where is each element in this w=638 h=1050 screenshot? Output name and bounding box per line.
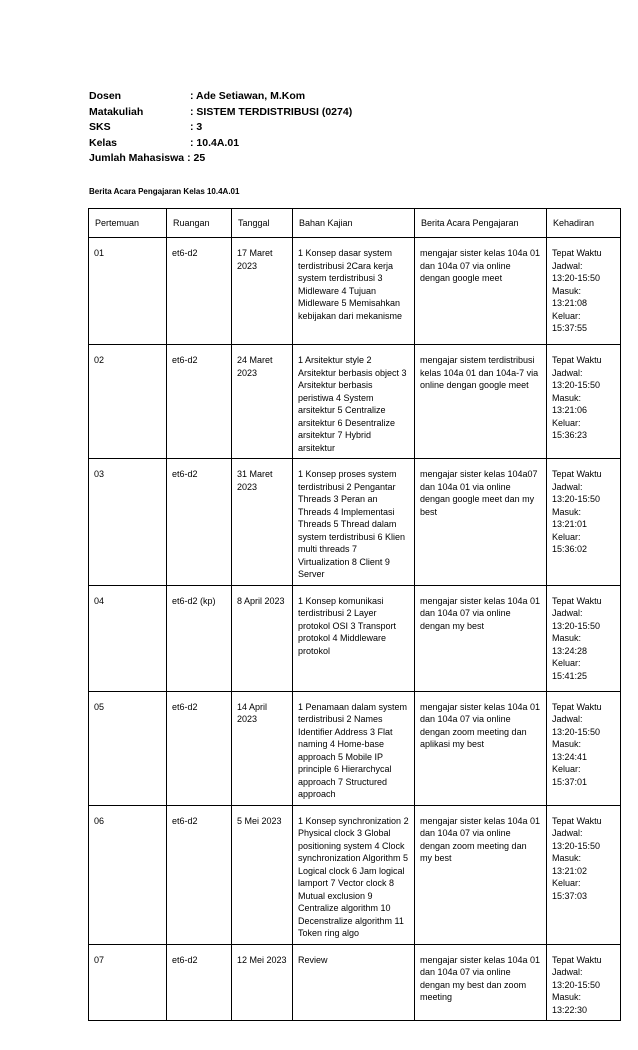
cell-kehadiran: Tepat Waktu Jadwal: 13:20-15:50 Masuk: 13:24:28 Keluar: 15:41:25 [547,585,621,691]
cell-tanggal: 31 Maret 2023 [232,459,293,586]
course-info [89,89,352,167]
dosen-value: : Ade Setiawan, M.Kom [190,90,306,102]
column-header-ruangan: Ruangan [167,209,232,238]
matakuliah-value: : SISTEM TERDISTRIBUSI (0274) [190,105,353,118]
kelas-value: : 10.4A.01 [190,136,240,149]
cell-ruangan: et6-d2 [167,805,232,944]
cell-kehadiran: Tepat Waktu Jadwal: 13:20-15:50 Masuk: 13:24:41 Keluar: 15:37:01 [547,691,621,805]
table-row [89,238,621,345]
matakuliah-label: Matakuliah [89,105,144,118]
table-row [89,805,621,944]
cell-kehadiran: Tepat Waktu Jadwal: 13:20-15:50 Masuk: 13:21:01 Keluar: 15:36:02 [547,459,621,586]
cell-ruangan: et6-d2 [167,944,232,1021]
cell-pertemuan: 04 [89,585,167,691]
cell-tanggal: 17 Maret 2023 [232,238,293,345]
table-row [89,944,621,1021]
cell-kehadiran: Tepat Waktu Jadwal: 13:20-15:50 Masuk: 13:21:08 Keluar: 15:37:55 [547,238,621,345]
cell-bahan-kajian: 1 Konsep dasar system terdistribusi 2Cara kerja system terdistribusi 3 Midleware 4 Tujuan Midleware 5 Memisahkan kebijakan dari mekanisme [293,238,415,345]
table-header-row [89,209,621,238]
column-header-bahan-kajian: Bahan Kajian [293,209,415,238]
cell-ruangan: et6-d2 (kp) [167,585,232,691]
column-header-kehadiran: Kehadiran [547,209,621,238]
sks-label: SKS [89,121,111,133]
table-row [89,585,621,691]
cell-berita-acara: mengajar sister kelas 104a 01 dan 104a 07 via online dengan zoom meeting dan my best [415,805,547,944]
table-caption: Berita Acara Pengajaran Kelas 10.4A.01 [89,187,240,196]
kelas-label: Kelas [89,136,118,149]
cell-bahan-kajian: 1 Konsep proses system terdistribusi 2 Pengantar Threads 3 Peran an Threads 4 Implementasi Threads 5 Thread dalam system terdistribusi 6 Klien multi threads 7 Virtualization 8 Client 9 Server [293,459,415,586]
cell-pertemuan: 01 [89,238,167,345]
cell-tanggal: 12 Mei 2023 [232,944,293,1021]
cell-bahan-kajian: Review [293,944,415,1021]
table-row [89,459,621,586]
cell-pertemuan: 05 [89,691,167,805]
jumlah-value: : 25 [187,152,206,164]
cell-ruangan: et6-d2 [167,238,232,345]
cell-berita-acara: mengajar sister kelas 104a 01 dan 104a 07 via online dengan my best [415,585,547,691]
cell-berita-acara: mengajar sister kelas 104a07 dan 104a 01 via online dengan google meet dan my best [415,459,547,586]
cell-bahan-kajian: 1 Arsitektur style 2 Arsitektur berbasis object 3 Arsitektur berbasis peristiwa 4 System arsitektur 5 Centralize arsitektur 6 Desentralize arsitektur 7 Hybrid arsitektur [293,345,415,459]
cell-tanggal: 24 Maret 2023 [232,345,293,459]
jumlah-label: Jumlah Mahasiswa [89,152,185,164]
cell-berita-acara: mengajar sistem terdistribusi kelas 104a 01 dan 104a-7 via online dengan google meet [415,345,547,459]
column-header-pertemuan: Pertemuan [89,209,167,238]
info-row-jumlah [89,151,352,167]
cell-pertemuan: 02 [89,345,167,459]
cell-kehadiran: Tepat Waktu Jadwal: 13:20-15:50 Masuk: 13:21:06 Keluar: 15:36:23 [547,345,621,459]
cell-pertemuan: 06 [89,805,167,944]
cell-kehadiran: Tepat Waktu Jadwal: 13:20-15:50 Masuk: 13:22:30 [547,944,621,1021]
info-row-kelas [89,136,352,152]
cell-pertemuan: 03 [89,459,167,586]
cell-pertemuan: 07 [89,944,167,1021]
info-row-dosen [89,89,352,105]
column-header-tanggal: Tanggal [232,209,293,238]
info-row-sks [89,120,352,136]
table-row [89,691,621,805]
cell-bahan-kajian: 1 Konsep komunikasi terdistribusi 2 Layer protokol OSI 3 Transport protokol 4 Middleware protokol [293,585,415,691]
cell-tanggal: 14 April 2023 [232,691,293,805]
column-header-berita-acara: Berita Acara Pengajaran [415,209,547,238]
cell-tanggal: 8 April 2023 [232,585,293,691]
cell-ruangan: et6-d2 [167,691,232,805]
cell-kehadiran: Tepat Waktu Jadwal: 13:20-15:50 Masuk: 13:21:02 Keluar: 15:37:03 [547,805,621,944]
cell-ruangan: et6-d2 [167,459,232,586]
cell-tanggal: 5 Mei 2023 [232,805,293,944]
cell-berita-acara: mengajar sister kelas 104a 01 dan 104a 07 via online dengan my best dan zoom meeting [415,944,547,1021]
dosen-label: Dosen [89,90,122,102]
info-row-matakuliah [89,105,352,121]
cell-berita-acara: mengajar sister kelas 104a 01 dan 104a 07 via online dengan zoom meeting dan aplikasi my best [415,691,547,805]
cell-bahan-kajian: 1 Konsep synchronization 2 Physical clock 3 Global positioning system 4 Clock synchronization Algorithm 5 Logical clock 6 Jam logical lamport 7 Vector clock 8 Mutual exclusion 9 Centralize algorithm 10 Decenstralize algorithm 11 Token ring algo [293,805,415,944]
cell-ruangan: et6-d2 [167,345,232,459]
attendance-table [88,208,621,1021]
cell-bahan-kajian: 1 Penamaan dalam system terdistribusi 2 Names Identifier Address 3 Flat naming 4 Home-base approach 5 Mobile IP principle 6 Hierarchycal approach 7 Structured approach [293,691,415,805]
table-row [89,345,621,459]
sks-value: : 3 [190,121,203,133]
cell-berita-acara: mengajar sister kelas 104a 01 dan 104a 07 via online dengan google meet [415,238,547,345]
